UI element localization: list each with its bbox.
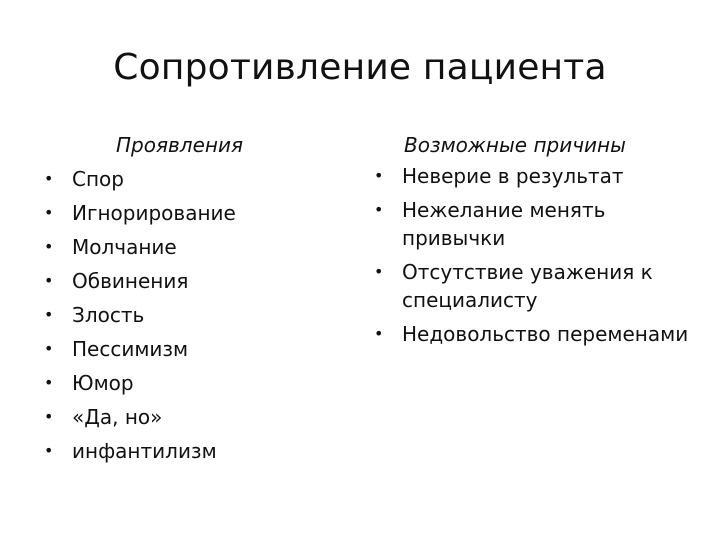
list-item	[44, 366, 344, 400]
list-item	[44, 196, 344, 230]
list-item-text: Молчание	[72, 235, 177, 259]
list-item-text: Пессимизм	[72, 337, 189, 361]
bullet-icon: •	[374, 262, 384, 281]
list-item-text: «Да, но»	[72, 405, 163, 429]
list-item	[374, 162, 694, 190]
bullet-icon: •	[374, 166, 384, 185]
bullet-icon: •	[44, 407, 54, 426]
bullet-icon: •	[44, 441, 54, 460]
bullet-icon: •	[44, 169, 54, 188]
list-item	[44, 264, 344, 298]
list-item	[374, 196, 694, 252]
list-item-text: Неверие в результат	[402, 164, 624, 188]
list-item-text: Юмор	[72, 371, 134, 395]
list-item-text: Недовольство переменами	[402, 322, 689, 346]
manifestations-column	[44, 128, 344, 468]
list-item	[44, 230, 344, 264]
causes-list	[374, 162, 694, 348]
bullet-icon: •	[44, 237, 54, 256]
bullet-icon: •	[374, 324, 384, 343]
list-item-text: инфантилизм	[72, 439, 217, 463]
slide-title: Сопротивление пациента	[113, 47, 607, 88]
causes-heading: Возможные причины	[404, 133, 626, 157]
list-item-text: Игнорирование	[72, 201, 236, 225]
manifestations-heading: Проявления	[116, 133, 243, 157]
bullet-icon: •	[44, 203, 54, 222]
list-item-text: Нежелание менять привычки	[402, 198, 606, 250]
list-item	[44, 298, 344, 332]
list-item	[44, 162, 344, 196]
bullet-icon: •	[44, 373, 54, 392]
causes-column	[374, 128, 694, 354]
list-item	[374, 258, 694, 314]
bullet-icon: •	[44, 305, 54, 324]
list-item	[44, 434, 344, 468]
list-item	[374, 320, 694, 348]
bullet-icon: •	[44, 271, 54, 290]
list-item-text: Спор	[72, 167, 124, 191]
manifestations-list	[44, 162, 344, 468]
list-item	[44, 400, 344, 434]
list-item-text: Злость	[72, 303, 145, 327]
list-item-text: Обвинения	[72, 269, 189, 293]
list-item-text: Отсутствие уважения к специалисту	[402, 260, 653, 312]
list-item	[44, 332, 344, 366]
bullet-icon: •	[44, 339, 54, 358]
bullet-icon: •	[374, 200, 384, 219]
